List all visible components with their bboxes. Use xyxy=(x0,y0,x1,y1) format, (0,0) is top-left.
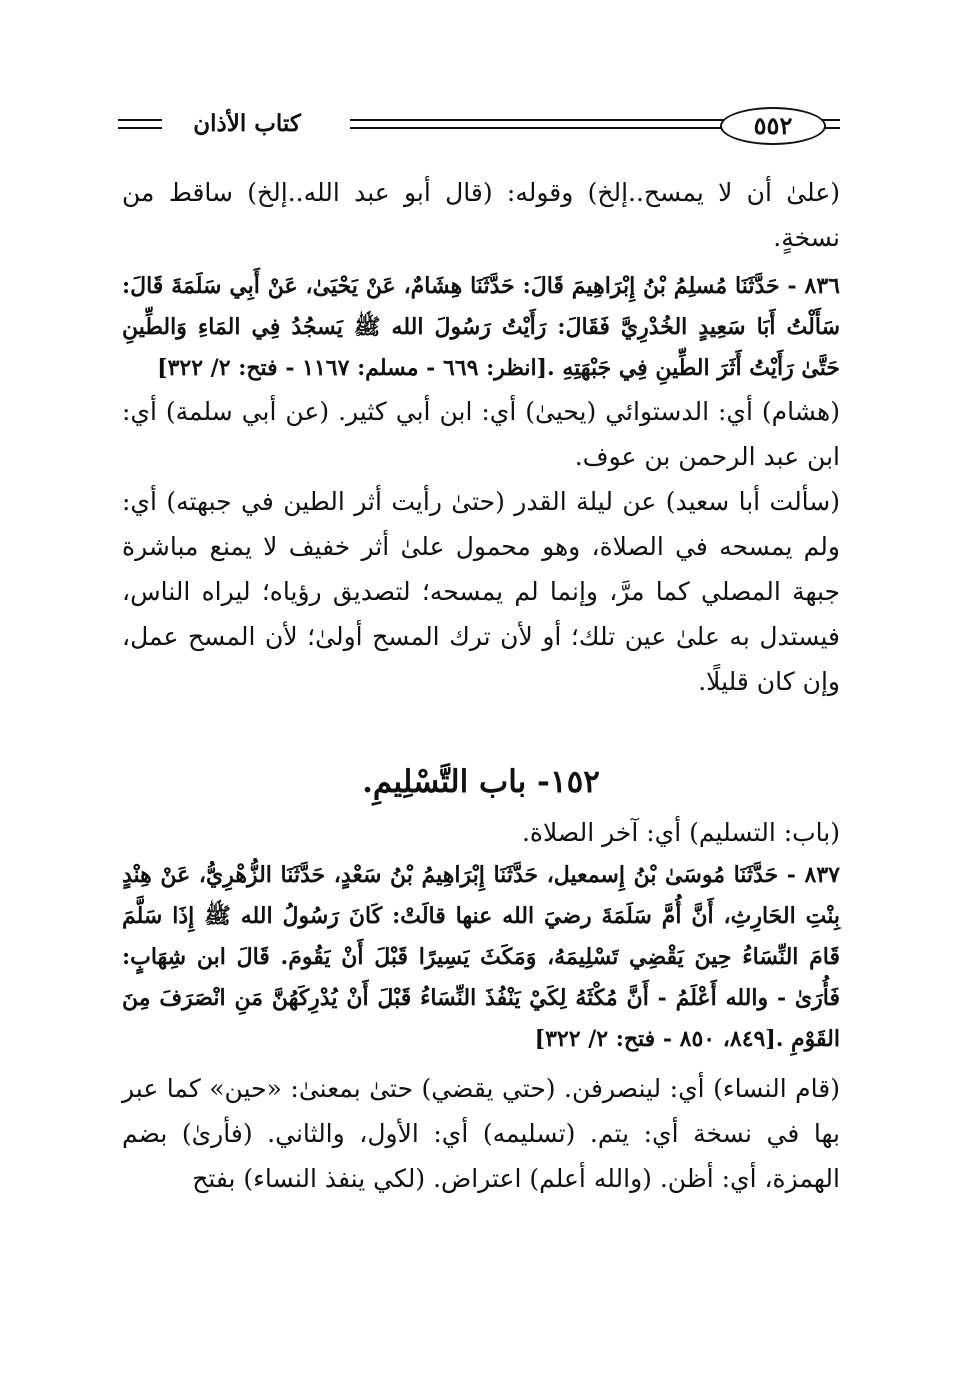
commentary-paragraph-1: (علىٰ أن لا يمسح..إلخ) وقوله: (قال أبو عبد الله..إلخ) ساقط من نسخةٍ. xyxy=(122,178,840,252)
commentary-paragraph-3: (سألت أبا سعيد) عن ليلة القدر (حتىٰ رأيت أثر الطين في جبهته) أي: ولم يمسحه في الصلاة، وهو محمول علىٰ أثر خفيف لا يمنع مباشرة جبهة المصلي كما مرَّ، وإنما لم يمسحه؛ لتصديق رؤياه؛ ليراه الناس، فيستدل به علىٰ عين تلك؛ أو لأن ترك المسح أولىٰ؛ لأن المسح عمل، وإن كان قليلًا. xyxy=(122,487,840,696)
hadith-837: ٨٣٧ - حَدَّثَنَا مُوسَىٰ بْنُ إِسمعيل، حَدَّثَنَا إِبْرَاهِيمُ بْنُ سَعْدٍ، حَدَّثَنَا الزُّهْرِيُّ، عَنْ هِنْدٍ بِنْتِ الحَارِثِ، أَنَّ أُمَّ سَلَمَةَ رضيَ الله عنها قالَتْ: كَانَ رَسُولُ الله ﷺ إِذَا سَلَّمَ قَامَ النِّسَاءُ حِينَ يَقْضِي تَسْلِيمَهُ، وَمَكَثَ يَسِيرًا قَبْلَ أَنْ يَقُومَ. قَالَ ابن شِهَابٍ: فَأُرَىٰ - والله أَعْلَمُ - أَنَّ مُكْثَهُ لِكَيْ يَنْفُذَ النِّسَاءُ قَبْلَ أَنْ يُدْرِكَهُنَّ مَنِ انْصَرَفَ مِنَ القَوْمِ .[٨٤٩، ٨٥٠ - فتح: ٢/ ٣٢٢] xyxy=(122,862,840,1052)
header-rule-left-bottom xyxy=(118,127,168,129)
book-title: كتاب الأذان xyxy=(162,109,332,139)
chapter-heading: ١٥٢- باب التَّسْلِيمِ. xyxy=(362,764,600,800)
header-rule-left-top xyxy=(118,119,168,121)
commentary-paragraph-2: (هشام) أي: الدستوائي (يحيىٰ) أي: ابن أبي كثير. (عن أبي سلمة) أي: ابن عبد الرحمن بن عوف. xyxy=(122,397,840,471)
commentary-paragraph-5: (قام النساء) أي: لينصرفن. (حتي يقضي) حتىٰ بمعنىٰ: «حين» كما عبر بها في نسخة أي: يتم. (تسليمه) أي: الأول، والثاني. (فأرىٰ) بضم الهمزة، أي: أظن. (والله أعلم) اعتراض. (لكي ينفذ النساء) بفتح xyxy=(122,1074,840,1193)
header-rule-right-top xyxy=(822,119,840,121)
header-rule-top xyxy=(350,119,740,121)
commentary-paragraph-4: (باب: التسليم) أي: آخر الصلاة. xyxy=(521,818,840,847)
page-number: ٥٥٢ xyxy=(720,107,826,145)
header-rule-bottom xyxy=(350,127,740,129)
hadith-836: ٨٣٦ - حَدَّثَنَا مُسلِمُ بْنُ إِبْرَاهِيمَ قَالَ: حَدَّثَنَا هِشَامٌ، عَنْ يَحْيَىٰ، عَنْ أَبِي سَلَمَةَ قَالَ: سَأَلْتُ أَبَا سَعِيدٍ الخُدْرِيَّ فَقَالَ: رَأَيْتُ رَسُولَ الله ﷺ يَسجُدُ فِي المَاءِ وَالطِّينِ حَتَّىٰ رَأَيْتُ أَثَرَ الطِّينِ فِي جَبْهَتِهِ .[انظر: ٦٦٩ - مسلم: ١١٦٧ - فتح: ٢/ ٣٢٢] xyxy=(122,273,840,381)
running-header xyxy=(118,95,840,155)
page-body xyxy=(122,170,840,1201)
